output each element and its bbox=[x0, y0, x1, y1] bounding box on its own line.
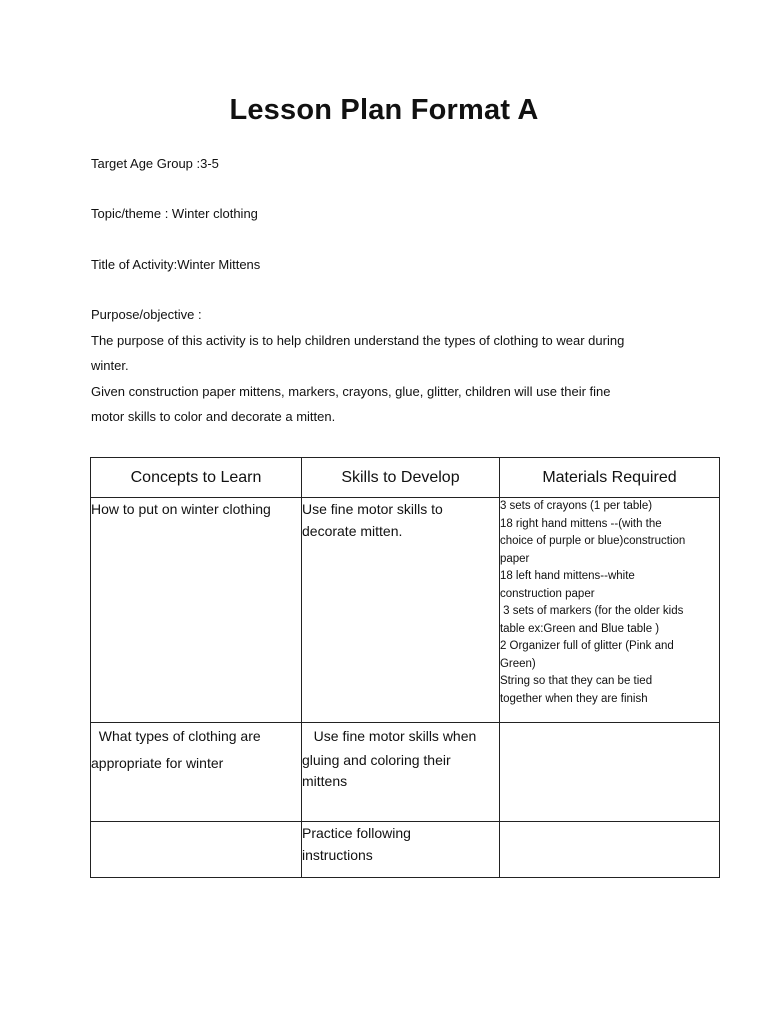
purpose-line: winter. bbox=[91, 358, 129, 373]
materials-line: choice of purple or blue)construction bbox=[499, 535, 686, 547]
purpose-line: motor skills to color and decorate a mitten. bbox=[91, 409, 336, 424]
purpose-section bbox=[91, 302, 691, 430]
materials-line: paper bbox=[499, 552, 530, 565]
document-title: Lesson Plan Format A bbox=[229, 94, 539, 126]
skill-cell bbox=[302, 498, 500, 723]
materials-line: table ex:Green and Blue table ) bbox=[499, 622, 660, 635]
header-materials: Materials Required bbox=[499, 458, 719, 498]
skill-cell bbox=[302, 723, 500, 822]
concept-cell bbox=[91, 723, 302, 822]
materials-line: 18 right hand mittens --(with the bbox=[499, 517, 662, 530]
concept-cell bbox=[91, 498, 302, 723]
materials-cell bbox=[499, 498, 719, 723]
activity-title: Title of Activity:Winter Mittens bbox=[91, 257, 261, 272]
skill-text: Use fine motor skills when bbox=[302, 728, 477, 744]
header-skills: Skills to Develop bbox=[302, 458, 500, 498]
materials-line: construction paper bbox=[499, 587, 595, 600]
skill-cell bbox=[302, 822, 500, 878]
skill-text: gluing and coloring their bbox=[302, 752, 451, 768]
topic-theme: Topic/theme : Winter clothing bbox=[91, 206, 258, 221]
concept-text: How to put on winter clothing bbox=[91, 501, 271, 517]
materials-line: 3 sets of crayons (1 per table) bbox=[499, 500, 653, 512]
table-row bbox=[91, 822, 720, 878]
materials-line: String so that they can be tied bbox=[499, 675, 653, 687]
table-row bbox=[91, 498, 720, 723]
skill-text: mittens bbox=[302, 773, 348, 789]
skill-text: instructions bbox=[302, 847, 373, 863]
concept-cell bbox=[91, 822, 302, 878]
materials-line: 2 Organizer full of glitter (Pink and bbox=[499, 640, 674, 652]
skill-text: Use fine motor skills to bbox=[302, 501, 443, 517]
materials-line: 3 sets of markers (for the older kids bbox=[499, 605, 684, 617]
purpose-label: Purpose/objective : bbox=[91, 307, 202, 322]
table-header-row bbox=[91, 458, 720, 498]
table-row bbox=[91, 723, 720, 822]
materials-cell bbox=[499, 723, 719, 822]
materials-line: 18 left hand mittens--white bbox=[499, 570, 635, 582]
skill-text: decorate mitten. bbox=[302, 523, 403, 539]
materials-cell bbox=[499, 822, 719, 878]
purpose-line: Given construction paper mittens, markers, crayons, glue, glitter, children will use their fine bbox=[91, 383, 611, 399]
materials-line: Green) bbox=[499, 657, 536, 670]
header-concepts: Concepts to Learn bbox=[91, 458, 302, 498]
materials-line: together when they are finish bbox=[499, 692, 648, 705]
concept-text: appropriate for winter bbox=[91, 755, 224, 771]
target-age-group: Target Age Group :3-5 bbox=[91, 156, 219, 171]
lesson-plan-table bbox=[90, 457, 720, 878]
skill-text: Practice following bbox=[302, 825, 411, 841]
purpose-line: The purpose of this activity is to help children understand the types of clothing to wear during bbox=[91, 332, 625, 348]
concept-text: What types of clothing are bbox=[91, 728, 261, 744]
